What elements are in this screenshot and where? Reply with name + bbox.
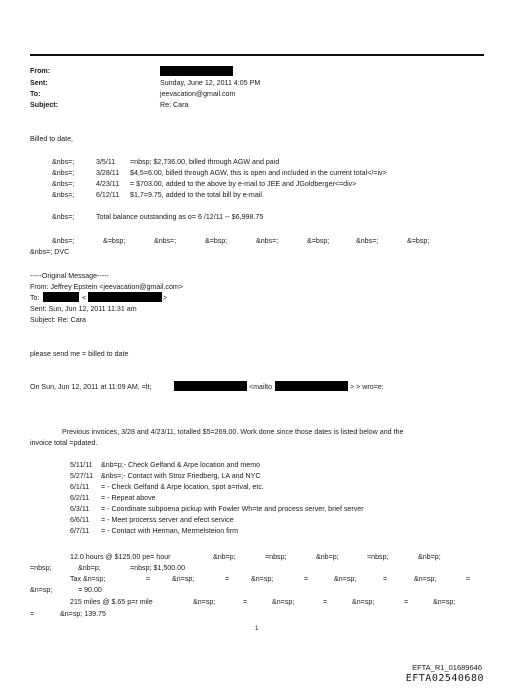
bates-ref-2: EFTA02540680 — [405, 673, 484, 684]
calc-token: = — [383, 575, 388, 583]
spacer-token: &=bsp; — [307, 237, 330, 245]
calc-token: &n=sp; — [193, 598, 216, 606]
redaction-quote-name — [174, 381, 247, 391]
original-separator: -----Original Message----- — [30, 272, 109, 280]
invoice-date: 3/28/11 — [96, 169, 120, 177]
signature: &nbs=; DVC — [30, 248, 70, 256]
entry-text: = - Repeat above — [101, 494, 156, 502]
quote-prefix: On Sun, Jun 12, 2011 at 11:09 AM, =lt; — [30, 383, 152, 391]
calc-token: &n=sp; — [251, 575, 274, 583]
calc-token: &nb=p; — [78, 564, 101, 572]
invoice-prefix: &nbs=; — [52, 180, 75, 188]
spacer-token: &nbs=; — [356, 237, 379, 245]
calc-token: &n=sp; — [30, 586, 53, 594]
spacer-token: &=bsp; — [205, 237, 228, 245]
sent-label: Sent: — [30, 79, 48, 87]
entry-text: = - Contact with Herman, Mermelsteion firm — [101, 527, 238, 535]
original-subject: Subject: Re: Cara — [30, 316, 86, 324]
entry-date: 6/2/11 — [70, 494, 90, 502]
original-to-gt: > — [163, 294, 168, 302]
entry-date: 6/3/11 — [70, 505, 90, 513]
calc-token: &n=sp; — [352, 598, 375, 606]
balance-text: Total balance outstanding as o= 6 /12/11 -- $6,998.75 — [96, 213, 264, 221]
invoice-text: $4,5=6.00, billed through AGW, this is open and included in the current total</=iv> — [130, 169, 387, 177]
calc-token: = — [404, 598, 409, 606]
entry-date: 6/7/11 — [70, 527, 90, 535]
entry-date: 5/11/11 — [70, 461, 93, 469]
calc-token: = — [323, 598, 328, 606]
calc-miles-value: &n=sp; 139.75 — [60, 610, 106, 618]
balance-prefix: &nbs=; — [52, 213, 75, 221]
calc-token: =nbsp; — [30, 564, 52, 572]
sent-value: Sunday, June 12, 2011 4:05 PM — [160, 79, 261, 87]
redaction-to-name — [43, 292, 79, 302]
entry-date: 6/6/11 — [70, 516, 90, 524]
redaction-quote-email — [275, 381, 348, 391]
spacer-token: &nbs=; — [154, 237, 177, 245]
to-label: To: — [30, 90, 41, 98]
calc-token: = — [243, 598, 248, 606]
invoice-text: $1,7=9.75, added to the total bill by e-mail. — [130, 191, 264, 199]
calc-miles: 215 miles @ $.65 p=r mile — [70, 598, 153, 606]
invoice-date: 4/23/11 — [96, 180, 120, 188]
invoice-prefix: &nbs=; — [52, 191, 75, 199]
subject-value: Re: Cara — [160, 101, 189, 109]
bates-ref-1: EFTA_R1_01689646 — [412, 663, 482, 672]
calc-token: =nbsp; — [367, 553, 389, 561]
original-to-label: To: — [30, 294, 40, 302]
invoice-text: = $703.00, added to the above by e-mail to JEE and JGoldberger<=div> — [130, 180, 357, 188]
spacer-token: &=bsp; — [103, 237, 126, 245]
quote-suffix: > > wro=e: — [350, 383, 384, 391]
header-rule — [30, 54, 484, 56]
calc-tax-label: Tax &n=sp; — [70, 575, 106, 583]
calc-hours: 12.0 hours @ $125.00 pe= hour — [70, 553, 171, 561]
from-label: From: — [30, 67, 51, 75]
original-sent: Sent: Sun, Jun 12, 2011 11:31 am — [30, 305, 137, 313]
entry-text: = - Meet procerss server and efect service — [101, 516, 234, 524]
calc-token: &n=sp; — [334, 575, 357, 583]
page-number: 1 — [255, 626, 259, 632]
calc-token: = — [304, 575, 309, 583]
calc-token: = — [30, 610, 35, 618]
entry-date: 5/27/11 — [70, 472, 94, 480]
calc-tax-value: = 90.00 — [78, 586, 102, 594]
invoice-text: =nbsp; $2,736.00, billed through AGW and paid — [130, 158, 280, 166]
invoice-prefix: &nbs=; — [52, 158, 75, 166]
calc-token: = — [146, 575, 151, 583]
para-line-2: invoice total =pdated. — [30, 439, 98, 447]
redaction-from — [160, 66, 233, 76]
original-to-lt: < — [82, 294, 87, 302]
calc-token: &n=sp; — [272, 598, 295, 606]
para-line-1: Previous invoices, 3/28 and 4/23/11, totalled $5=269.00. Work done since those dates is listed below and the — [62, 428, 404, 436]
billed-heading: Billed to date, — [30, 135, 73, 143]
calc-token: = — [225, 575, 230, 583]
spacer-token: &nbs=; — [256, 237, 279, 245]
entry-text: &nb=p;- Check Gelfand & Arpe location and memo — [101, 461, 261, 469]
calc-token: &nb=p; — [213, 553, 236, 561]
spacer-token: &nbs=; — [52, 237, 75, 245]
subject-label: Subject: — [30, 101, 58, 109]
to-value: jeevacation@gmail.com — [160, 90, 236, 98]
original-from: From: Jeffrey Epstein <jeevacation@gmail.com> — [30, 283, 183, 291]
redaction-to-email — [88, 292, 162, 302]
calc-token: &n=sp; — [414, 575, 437, 583]
calc-token: &n=sp; — [433, 598, 456, 606]
calc-token: = — [466, 575, 471, 583]
calc-token: =nbsp; — [265, 553, 287, 561]
invoice-date: 3/5/11 — [96, 158, 116, 166]
invoice-prefix: &nbs=; — [52, 169, 75, 177]
entry-date: 6/1/11 — [70, 483, 90, 491]
quote-mailto: <mailto — [249, 383, 273, 391]
calc-token: &nb=p; — [316, 553, 339, 561]
entry-text: = - Check Gelfand & Arpe location, spot a=rival, etc. — [101, 483, 264, 491]
calc-hours-total: =nbsp; $1,500.00 — [130, 564, 186, 572]
spacer-token: &=bsp; — [407, 237, 430, 245]
calc-token: &nb=p; — [418, 553, 441, 561]
invoice-date: 6/12/11 — [96, 191, 120, 199]
entry-text: = - Coordinate subpoena pickup with Fowler Wh=te and process server, brief server — [101, 505, 364, 513]
request-text: please send me = billed to date — [30, 350, 129, 358]
entry-text: &nbs=;- Contact with Stroz Friedberg, LA and NYC — [101, 472, 261, 480]
calc-token: &n=sp; — [172, 575, 195, 583]
